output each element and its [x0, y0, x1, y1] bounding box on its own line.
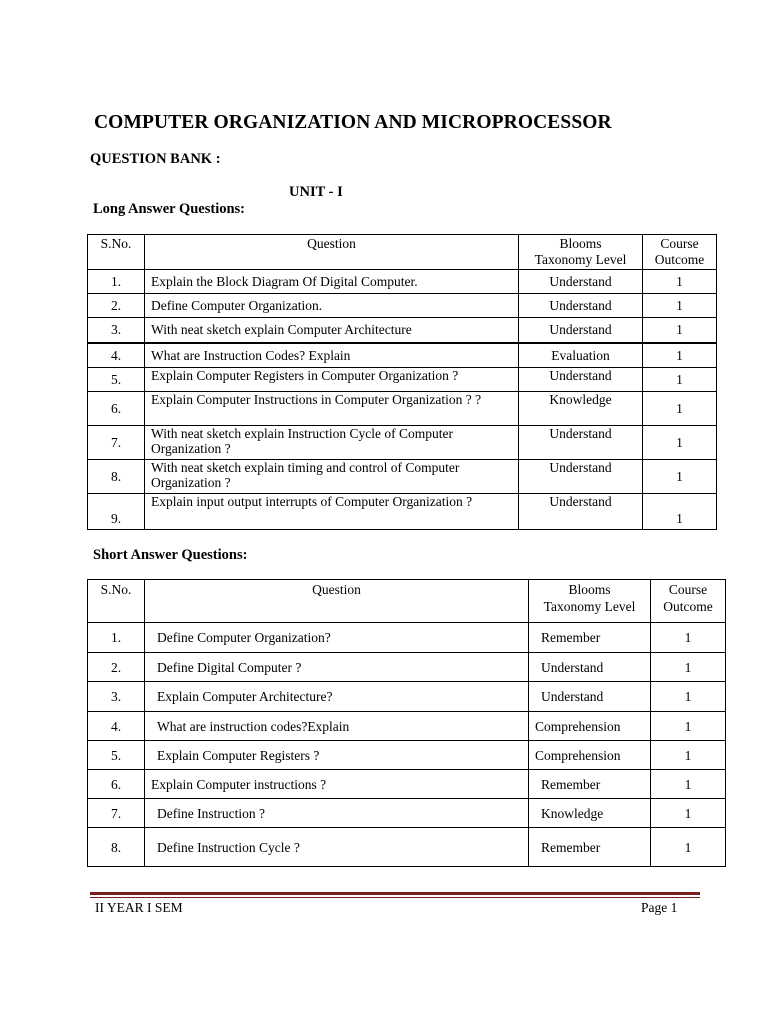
row-blooms: Remember	[529, 828, 651, 867]
table-header-row	[88, 235, 717, 270]
row-blooms: Understand	[529, 653, 651, 682]
row-blooms: Understand	[519, 368, 643, 392]
row-question: Explain the Block Diagram Of Digital Computer.	[145, 270, 519, 294]
row-blooms: Understand	[519, 270, 643, 294]
row-outcome: 1	[651, 712, 726, 741]
row-outcome: 1	[643, 460, 717, 494]
row-blooms: Remember	[529, 770, 651, 799]
header-outcome: Course Outcome	[651, 580, 726, 623]
row-sno: 7.	[88, 426, 145, 460]
long-answer-heading: Long Answer Questions:	[93, 201, 246, 217]
row-outcome: 1	[643, 426, 717, 460]
short-answer-table	[87, 579, 726, 867]
row-sno: 2.	[88, 653, 145, 682]
table-row	[88, 318, 717, 343]
row-sno: 5.	[88, 741, 145, 770]
row-blooms: Comprehension	[529, 741, 651, 770]
footer-page-number: Page 1	[641, 900, 678, 915]
row-outcome: 1	[643, 392, 717, 426]
table-row	[88, 494, 717, 530]
row-sno: 7.	[88, 799, 145, 828]
row-blooms: Understand	[519, 460, 643, 494]
row-outcome: 1	[643, 294, 717, 318]
table-row	[88, 682, 726, 712]
table-row	[88, 294, 717, 318]
question-bank-label: QUESTION BANK :	[90, 151, 221, 167]
footer-rule-thick	[90, 892, 700, 895]
row-question: Explain Computer Architecture?	[145, 682, 529, 712]
row-question: Explain input output interrupts of Computer Organization ?	[145, 494, 519, 530]
row-blooms: Understand	[519, 294, 643, 318]
footer-rule-thin	[90, 897, 700, 898]
row-outcome: 1	[651, 770, 726, 799]
row-blooms: Evaluation	[519, 343, 643, 368]
row-sno: 6.	[88, 770, 145, 799]
row-question: With neat sketch explain timing and control of Computer Organization ?	[145, 460, 519, 494]
table-row	[88, 653, 726, 682]
row-outcome: 1	[651, 623, 726, 653]
header-blooms: Blooms Taxonomy Level	[519, 235, 643, 270]
row-blooms: Remember	[529, 623, 651, 653]
row-sno: 8.	[88, 460, 145, 494]
row-outcome: 1	[643, 318, 717, 343]
row-question: What are Instruction Codes? Explain	[145, 343, 519, 368]
row-sno: 5.	[88, 368, 145, 392]
row-question: What are instruction codes?Explain	[145, 712, 529, 741]
row-sno: 4.	[88, 343, 145, 368]
table-row	[88, 712, 726, 741]
row-outcome: 1	[651, 741, 726, 770]
row-outcome: 1	[651, 799, 726, 828]
row-blooms: Knowledge	[519, 392, 643, 426]
table-row	[88, 270, 717, 294]
row-sno: 9.	[88, 494, 145, 530]
unit-label: UNIT - I	[289, 184, 343, 200]
row-sno: 6.	[88, 392, 145, 426]
header-question: Question	[145, 235, 519, 270]
row-outcome: 1	[651, 828, 726, 867]
table-row	[88, 426, 717, 460]
row-outcome: 1	[643, 494, 717, 530]
row-outcome: 1	[643, 270, 717, 294]
row-question: Define Instruction Cycle ?	[145, 828, 529, 867]
row-question: With neat sketch explain Instruction Cycle of Computer Organization ?	[145, 426, 519, 460]
row-sno: 1.	[88, 623, 145, 653]
header-outcome: Course Outcome	[643, 235, 717, 270]
table-row	[88, 828, 726, 867]
row-sno: 8.	[88, 828, 145, 867]
row-blooms: Understand	[519, 318, 643, 343]
row-sno: 4.	[88, 712, 145, 741]
short-answer-heading: Short Answer Questions:	[93, 547, 248, 563]
row-question: Define Digital Computer ?	[145, 653, 529, 682]
row-question: Define Computer Organization?	[145, 623, 529, 653]
row-sno: 2.	[88, 294, 145, 318]
row-question: Define Instruction ?	[145, 799, 529, 828]
header-question: Question	[145, 580, 529, 623]
footer-semester: II YEAR I SEM	[95, 900, 183, 915]
table-header-row	[88, 580, 726, 623]
table-row	[88, 623, 726, 653]
table-row	[88, 343, 717, 368]
header-blooms: Blooms Taxonomy Level	[529, 580, 651, 623]
header-sno: S.No.	[88, 580, 145, 623]
row-question: Define Computer Organization.	[145, 294, 519, 318]
row-blooms: Understand	[519, 494, 643, 530]
row-question: Explain Computer Instructions in Computer Organization ? ?	[145, 392, 519, 426]
table-row	[88, 741, 726, 770]
row-question: Explain Computer Registers ?	[145, 741, 529, 770]
table-row	[88, 368, 717, 392]
table-row	[88, 799, 726, 828]
row-outcome: 1	[651, 653, 726, 682]
row-sno: 3.	[88, 682, 145, 712]
row-question: Explain Computer instructions ?	[145, 770, 529, 799]
row-question: Explain Computer Registers in Computer Organization ?	[145, 368, 519, 392]
row-blooms: Knowledge	[529, 799, 651, 828]
row-blooms: Understand	[529, 682, 651, 712]
row-outcome: 1	[643, 368, 717, 392]
row-blooms: Comprehension	[529, 712, 651, 741]
document-title: COMPUTER ORGANIZATION AND MICROPROCESSOR	[94, 112, 612, 133]
table-row	[88, 460, 717, 494]
long-answer-table	[87, 234, 717, 530]
row-blooms: Understand	[519, 426, 643, 460]
row-sno: 1.	[88, 270, 145, 294]
header-sno: S.No.	[88, 235, 145, 270]
row-outcome: 1	[643, 343, 717, 368]
row-outcome: 1	[651, 682, 726, 712]
table-row	[88, 770, 726, 799]
row-question: With neat sketch explain Computer Architecture	[145, 318, 519, 343]
table-row	[88, 392, 717, 426]
row-sno: 3.	[88, 318, 145, 343]
